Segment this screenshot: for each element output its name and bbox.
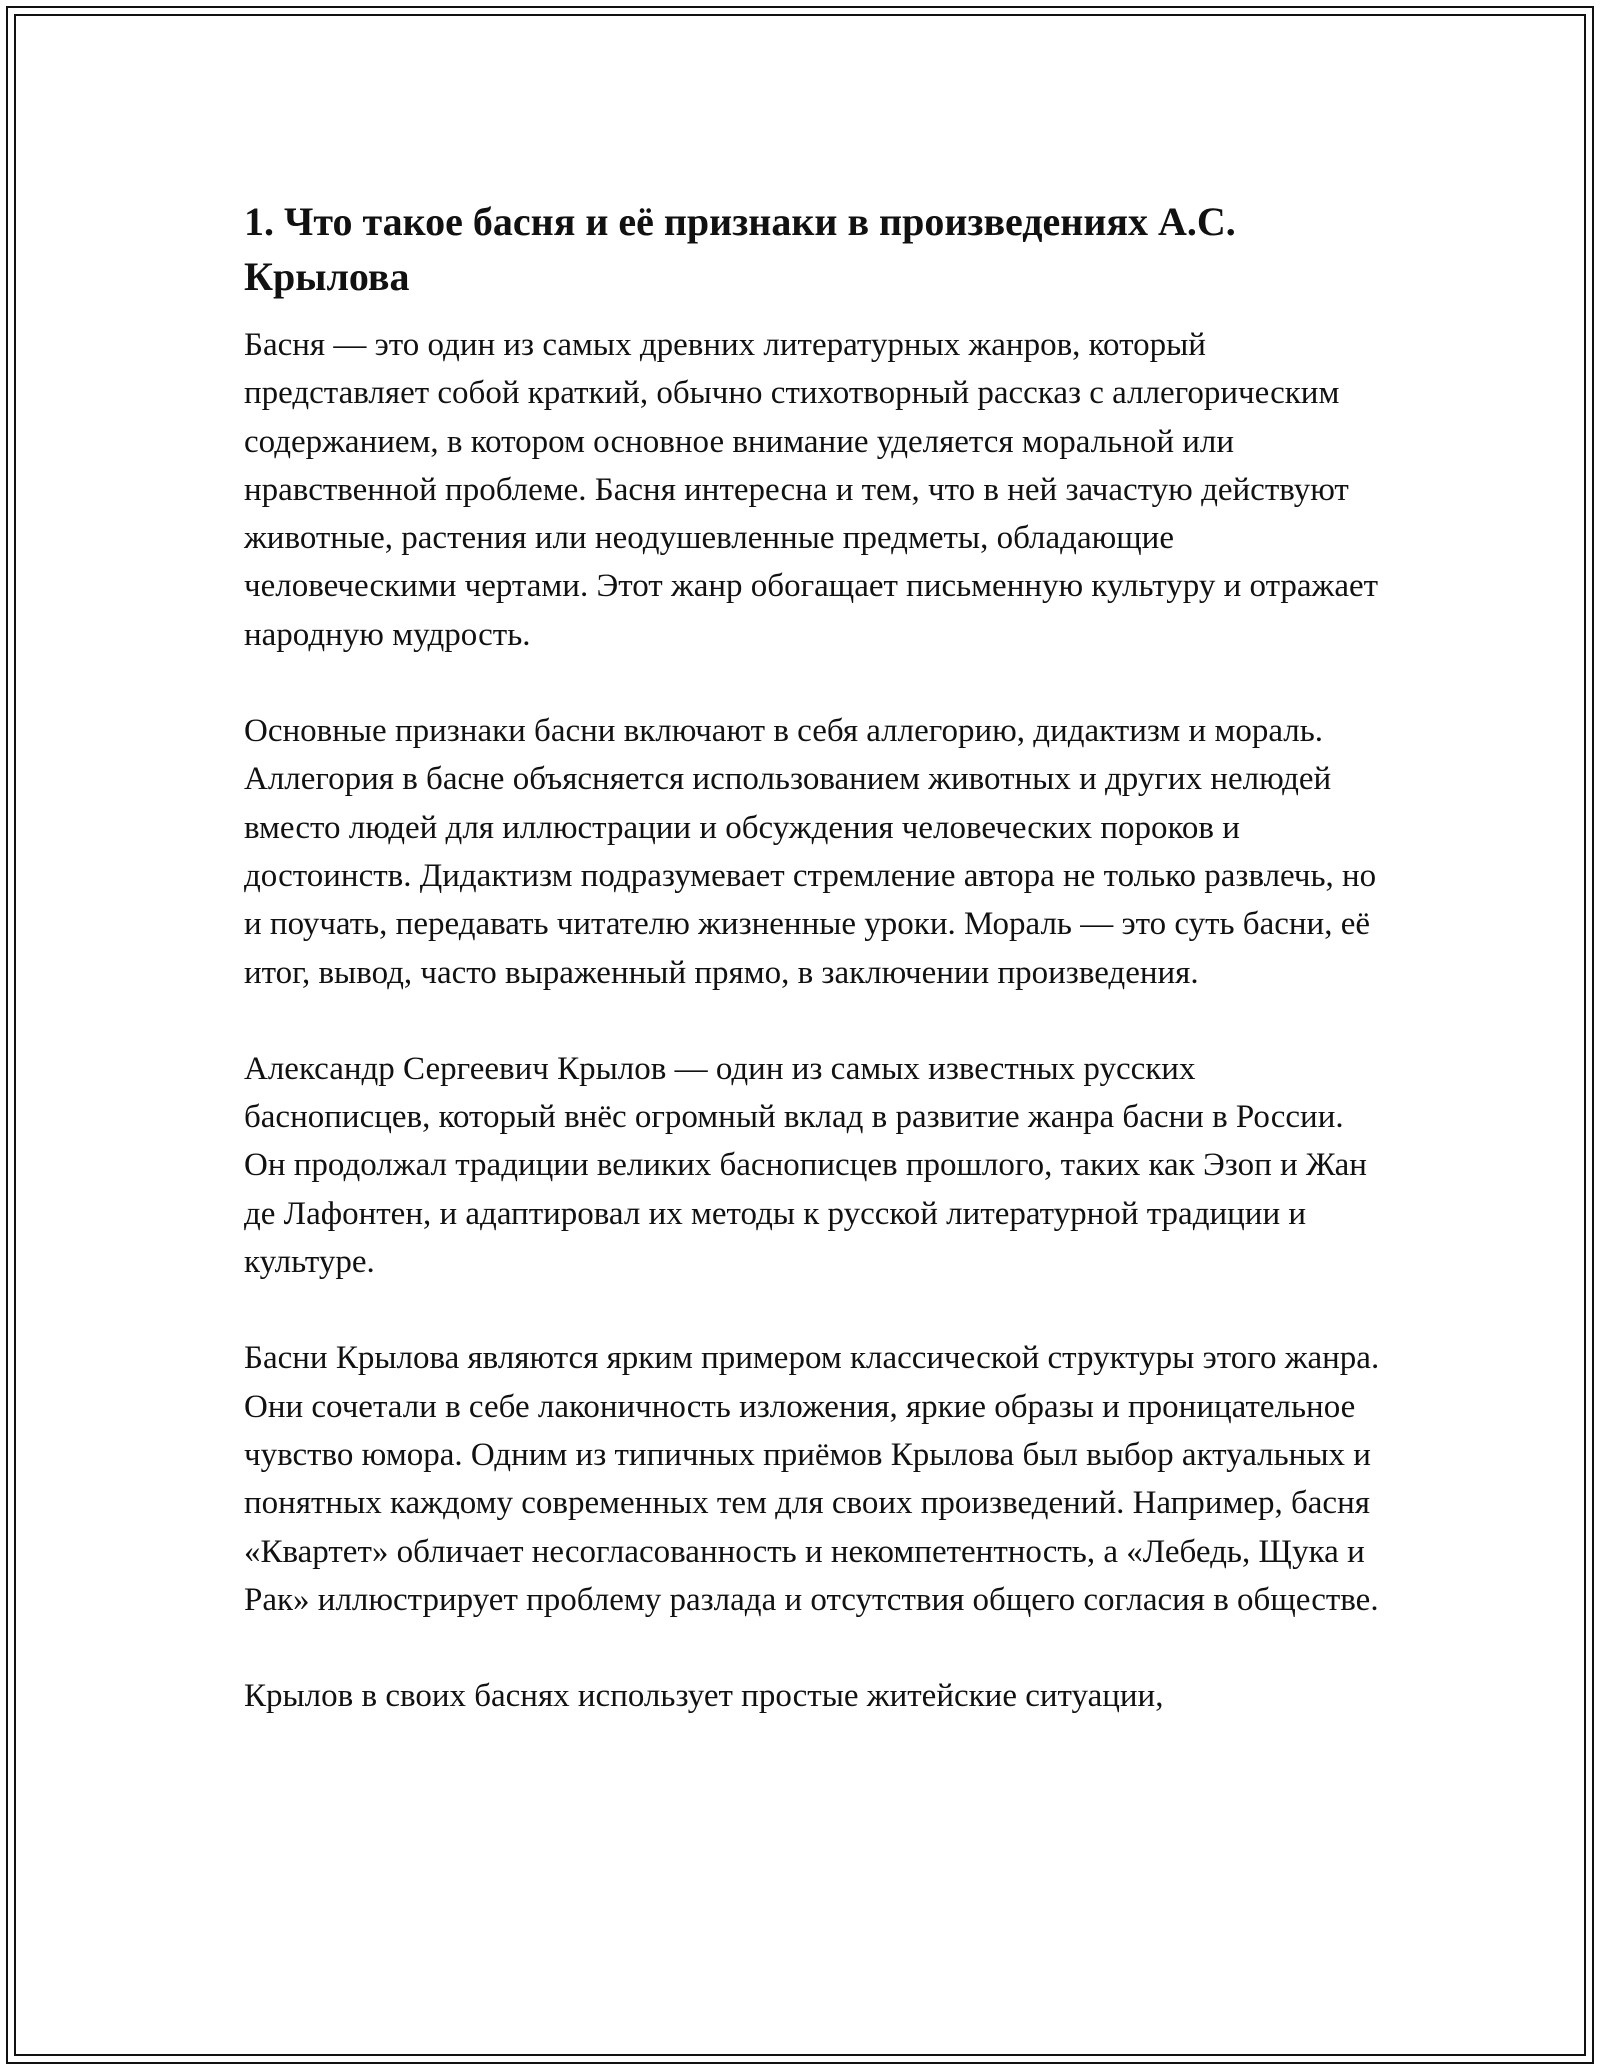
paragraph-krylov-fables: Басни Крылова являются ярким примером классической структуры этого жанра. Они сочетали в себе лаконичность изложения, яркие образы и проницательное чувство юмора. Одним из типичных приёмов Крылова был выбор актуальных и понятных каждому современных тем для своих произведений. Например, басня «Квартет» обличает несогласованность и некомпетентность, а «Лебедь, Щука и Рак» иллюстрирует проблему разлада и отсутствия общего согласия в обществе. (244, 1340, 1380, 1618)
paragraph-krylov-situations: Крылов в своих баснях использует простые житейские ситуации, (244, 1678, 1164, 1715)
paragraph-fable-features: Основные признаки басни включают в себя аллегорию, дидактизм и мораль. Аллегория в басне объясняется использованием животных и других нелюдей вместо людей для иллюстрации и обсуждения человеческих пороков и достоинств. Дидактизм подразумевает стремление автора не только развлечь, но и поучать, передавать читателю жизненные уроки. Мораль — это суть басни, её итог, вывод, часто выраженный прямо, в заключении произведения. (244, 713, 1377, 991)
section-heading: 1. Что такое басня и её признаки в произведениях А.С. Крылова (244, 199, 1236, 299)
page-border (6, 6, 1594, 2064)
paragraph-krylov-biography: Александр Сергеевич Крылов — один из самых известных русских баснописцев, который внёс огромный вклад в развитие жанра басни в России. Он продолжал традиции великих баснописцев прошлого, таких как Эзоп и Жан де Лафонтен, и адаптировал их методы к русской литературной традиции и культуре. (244, 1050, 1367, 1281)
document-content (244, 194, 1384, 1720)
paragraph-fable-definition: Басня — это один из самых древних литературных жанров, который представляет собой краткий, обычно стихотворный рассказ с аллегорическим содержанием, в котором основное внимание уделяется моральной или нравственной проблеме. Басня интересна и тем, что в ней зачастую действуют животные, растения или неодушевленные предметы, обладающие человеческими чертами. Этот жанр обогащает письменную культуру и отражает народную мудрость. (244, 327, 1379, 653)
